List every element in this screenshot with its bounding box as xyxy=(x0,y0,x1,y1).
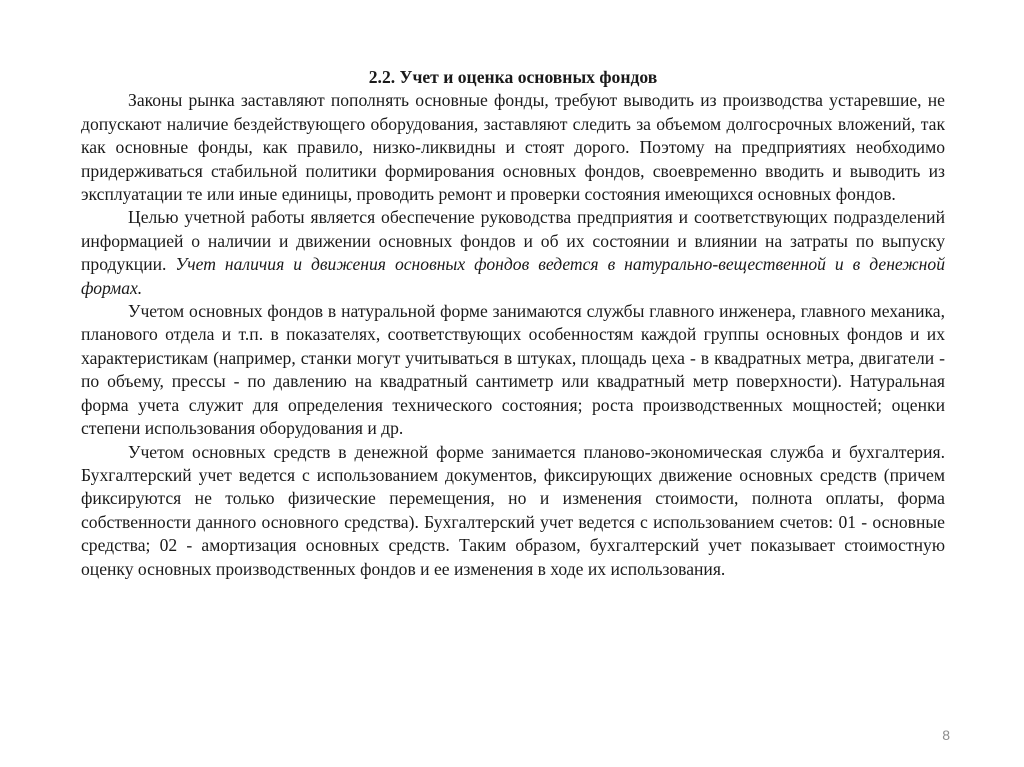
paragraph-text: Законы рынка заставляют пополнять основные фонды, требуют выводить из производства устаревшие, не допускают наличие бездействующего оборудования, заставляют следить за объемом долгосрочных вложений, так как основные фонды, как правило, низко-ликвидны и стоят дорого. Поэтому на предприятиях необходимо придерживаться стабильной политики формирования основных фондов, своевременно вводить и выводить из эксплуатации те или иные единицы, проводить ремонт и проверки состояния имеющихся основных фондов. xyxy=(81,90,945,205)
paragraph-text: Учетом основных средств в денежной форме занимается планово-экономическая служба и бухгалтерия. Бухгалтерский учет ведется с использованием документов, фиксирующих движение основных средств (причем фиксируются не только физические перемещения, но и изменения стоимости, полнота оплаты, форма собственности данного основного средства). Бухгалтерский учет ведется с использованием счетов: 01 - основные средства; 02 - амортизация основных средств. Таким образом, бухгалтерский учет показывает стоимостную оценку основных производственных фондов и ее изменения в ходе их использования. xyxy=(81,441,945,579)
document-body xyxy=(81,66,945,581)
paragraph-monetary-form xyxy=(81,441,945,581)
paragraph-italic-emphasis: Учет наличия и движения основных фондов ведется в натурально-вещественной и в денежной формах. xyxy=(81,254,945,298)
page-number: 8 xyxy=(942,727,950,743)
paragraph-accounting-goal xyxy=(81,206,945,300)
paragraph-text: Целью учетной работы является обеспечение руководства предприятия и соответствующих подразделений информацией о наличии и движении основных фондов и об их состоянии и влиянии на затраты по выпуску продукции. xyxy=(81,207,945,275)
section-heading: 2.2. Учет и оценка основных фондов xyxy=(368,67,658,87)
paragraph-natural-form xyxy=(81,300,945,440)
paragraph-text: Учетом основных фондов в натуральной форме занимаются службы главного инженера, главного механика, планового отдела и т.п. в показателях, соответствующих особенностям каждой группы основных фондов и их характеристикам (например, станки могут учитываться в штуках, площадь цеха - в квадратных метра, двигатели - по объему, прессы - по давлению на квадратный сантиметр или квадратный метр поверхности). Натуральная форма учета служит для определения технического состояния; роста производственных мощностей; оценки степени использования оборудования и др. xyxy=(81,301,945,439)
paragraph-market-laws xyxy=(81,89,945,206)
